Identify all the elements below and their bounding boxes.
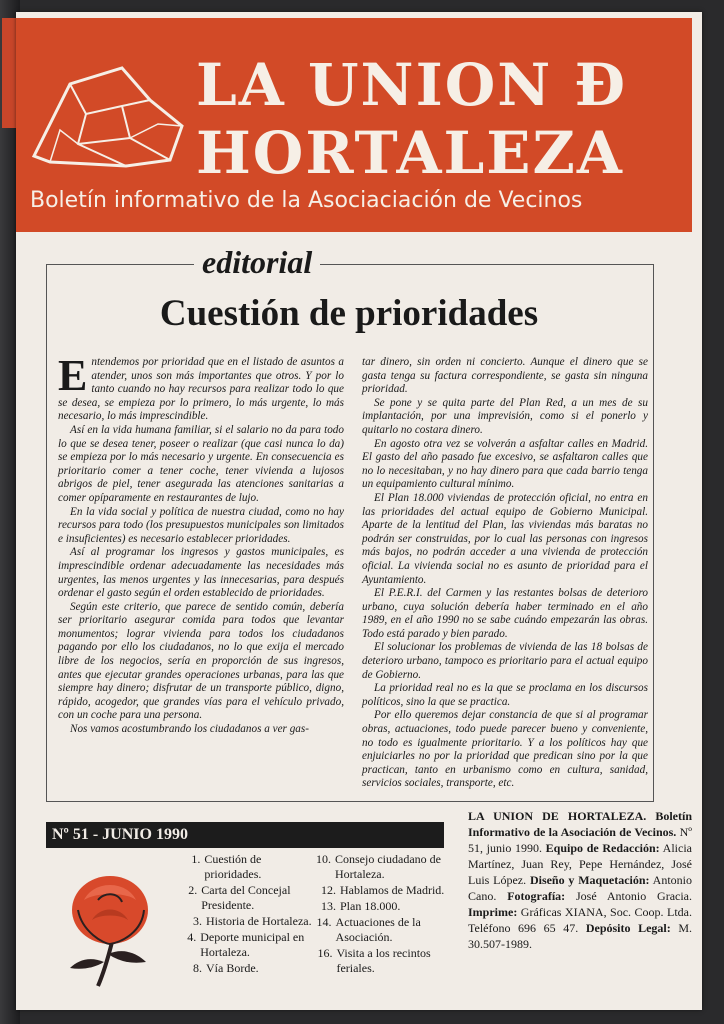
contents-item[interactable]: 4. Deporte municipal en Hortaleza.	[187, 930, 305, 959]
editorial-paragraph: Así al programar los ingresos y gastos municipales, es imprescindible ordenar adecuadamente las necesidades más urgentes, las menos urgentes y las innecesarias, para después ordenar el gasto según el orden establecido de prioridades.	[58, 546, 344, 600]
credits-print-label: Imprime:	[468, 905, 518, 919]
editorial-section-label: editorial	[194, 244, 320, 281]
editorial-paragraph: El Plan 18.000 viviendas de protección oficial, no entra en las prioridades del actual equipo de Gobierno Municipal. Aparte de la lentitud del Plan, las viviendas más baratas no podrán ser construidas, por lo cual las personas con ingresos más bajos, no podrán acceder a una vivienda de protección oficial. La vivienda social no es asunto de prioridad para el Ayuntamiento.	[362, 491, 648, 586]
contents-item[interactable]: 8. Vía Borde.	[193, 961, 259, 975]
contents-item[interactable]: 1. Cuestión de prioridades.	[191, 852, 262, 881]
editorial-paragraph: Se pone y se quita parte del Plan Red, a un mes de su implantación, por una imprevisión, como si el ponerlo y quitarlo no costara dinero.	[362, 396, 648, 436]
previous-page-edge	[2, 18, 16, 128]
contents-item[interactable]: 14. Actuaciones de la Asociación.	[316, 915, 421, 944]
editorial-paragraph: tar dinero, sin orden ni concierto. Aunque el dinero que se gasta tenga su factura correspondiente, se gasta sin ninguna prioridad.	[362, 356, 648, 396]
editorial-paragraph: Por ello queremos dejar constancia de que si al programar obras, actuaciones, todo puede parecer bueno y conveniente, no todo es igualmente prioritario. Y a los políticos hay que enjuiciarles no por la prioridad que predican sino por la que practican, tanto en urbanismo como en cultura, sanidad, servicios sociales, transporte, etc.	[362, 709, 648, 790]
masthead-title-line2: HORTALEZA	[196, 119, 624, 187]
editorial-paragraph: Así en la vida humana familiar, si el salario no da para todo lo que se desea tener, poseer o realizar (que casi nunca lo da) se empieza por lo más necesario y urgente. En consecuencia es prioritario comer a tener coche, tener vivienda a lujosos abrigos de piel, tener asegurada las atenciones sanitarias a comer opíparamente en restaurantes de lujo.	[58, 423, 344, 504]
publication-credits: LA UNION DE HORTALEZA. Boletín Informativo de la Asociación de Vecinos. Nº 51, junio 1990. Equipo de Redacción: Alicia Martínez, Juan Rey, Pepe Hernández, José Luis López. Diseño y Maquetación: Antonio Cano. Fotografía: José Antonio Gracia. Imprime: Gráficas XIANA, Soc. Coop. Ltda. Teléfono 696 65 47. Depósito Legal: M. 30.507-1989.	[468, 809, 693, 951]
editorial-paragraph: El P.E.R.I. del Carmen y las restantes bolsas de deterioro urbano, cuya solución debería haber terminado en el año 1989, en el año 1990 no se sabe cuándo empezarán las obras. Todo está parado y bien parado.	[362, 587, 648, 640]
editorial-column-left	[58, 351, 344, 737]
bulletin-page	[16, 12, 702, 1010]
contents-item[interactable]: 3. Historia de Hortaleza.	[193, 914, 312, 928]
editorial-paragraph: El solucionar los problemas de vivienda de las 18 bolsas de deterioro urbano, tampoco es prioritario para el actual equipo de Gobierno.	[362, 641, 648, 681]
editorial-paragraph: Según este criterio, que parece de sentido común, debería ser prioritario asegurar comida para todos que levantar monumentos; lograr vivienda para todos los ciudadanos pagando por ello los ciudadanos, no lo que exija el mercado libre de los negocios, sería en proporción de sus ingresos, antes que ejecutar grandes operaciones urbanas, para las que siempre hay dinero; disfrutar de un transporte público, digno, rápido, acogedor, que grandes vías para el vehículo privado, con un coche para una persona.	[58, 600, 344, 722]
editorial-paragraph: En agosto otra vez se volverán a asfaltar calles en Madrid. El gasto del año pasado fue excesivo, se asfaltaron calles que no lo necesitaban, y no hay dinero para que cada barrio tenga un equipamiento cultural mínimo.	[362, 437, 648, 491]
contents-list-left	[182, 852, 312, 977]
credits-publication: LA UNION DE HORTALEZA.	[468, 809, 647, 823]
credits-bulletin-label: Boletín Informativo de la Asociación de Vecinos.	[468, 809, 692, 839]
contents-item[interactable]: 2. Carta del Concejal Presidente.	[188, 883, 291, 912]
contents-item[interactable]: 16. Visita a los recintos feriales.	[317, 946, 431, 975]
contents-item[interactable]: 10. Consejo ciudadano de Hortaleza.	[316, 852, 441, 881]
masthead-banner	[16, 18, 692, 232]
editorial-paragraph: Entendemos por prioridad que en el listado de asuntos a atender, unos son más importantes que otros. Y por lo tanto cuando no hay recursos para realizar todo lo que se desea, se empieza por lo primero, lo más urgente, lo más necesario, lo más imprescindible.	[58, 351, 344, 423]
credits-legal-label: Depósito Legal:	[585, 921, 671, 935]
rose-icon	[64, 870, 156, 988]
credits-photo-label: Fotografía:	[507, 889, 566, 903]
drop-cap: E	[58, 351, 88, 400]
issue-number-bar: Nº 51 - JUNIO 1990	[46, 822, 444, 848]
district-map-logo	[30, 64, 190, 174]
editorial-heading: Cuestión de prioridades	[159, 293, 539, 334]
masthead-title-line1: LA UNION Ɖ	[196, 51, 628, 119]
editorial-column-right	[362, 356, 648, 791]
editorial-paragraph: Nos vamos acostumbrando los ciudadanos a ver gas-	[70, 723, 309, 736]
contents-item[interactable]: 12. Hablamos de Madrid.	[321, 883, 445, 897]
masthead-subtitle: Boletín informativo de la Asociaciación de Vecinos	[30, 188, 583, 213]
contents-item[interactable]: 13. Plan 18.000.	[321, 899, 401, 913]
editorial-paragraph: La prioridad real no es la que se proclama en los discursos políticos, sino la que se practica.	[362, 682, 648, 708]
credits-editorial-label: Equipo de Redacción:	[545, 841, 660, 855]
contents-list-right	[316, 852, 448, 977]
credits-design-label: Diseño y Maquetación:	[529, 873, 650, 887]
editorial-paragraph: En la vida social y política de nuestra ciudad, como no hay recursos para todo (los presupuestos municipales son limitados e insuficientes) es necesario establecer prioridades.	[58, 505, 344, 545]
